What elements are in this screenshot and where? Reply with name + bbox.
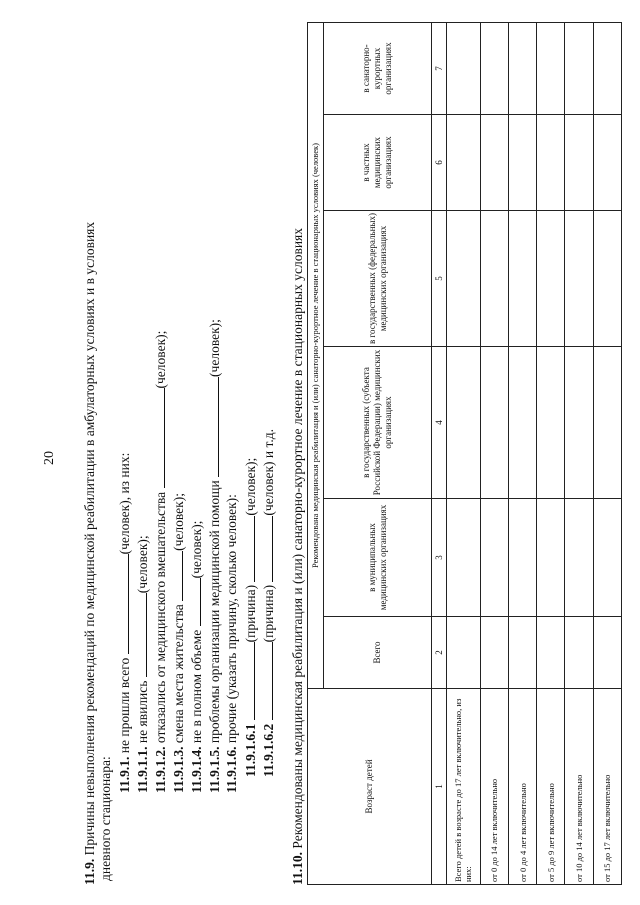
table-cell[interactable] (480, 617, 508, 689)
table-cell[interactable] (593, 115, 621, 211)
table-row (537, 23, 565, 885)
column-number: 3 (432, 499, 447, 617)
row-label: Всего детей в возрасте до 17 лет включительно, из них: (447, 689, 480, 885)
table-cell[interactable] (480, 499, 508, 617)
reason-line-2: 11.9.1.1. не явились (человек); (135, 535, 150, 793)
table-cell[interactable] (508, 211, 536, 347)
table-row (508, 23, 536, 885)
blank-field[interactable] (260, 516, 273, 582)
table-cell[interactable] (593, 211, 621, 347)
blank-field[interactable] (188, 578, 201, 626)
blank-field[interactable] (206, 377, 219, 477)
table-cell[interactable] (593, 617, 621, 689)
reason-line-7: 11.9.1.6. прочие (указать причину, сколько человек): (224, 494, 239, 793)
table-cell[interactable] (508, 23, 536, 115)
table-row (565, 23, 593, 885)
row-label: от 10 до 14 лет включительно (565, 689, 593, 885)
table-cell[interactable] (593, 499, 621, 617)
section-11-10-title: Рекомендованы медицинская реабилитация и (или) санаторно-курортное лечение в стационарных условиях (290, 227, 305, 849)
table-cell[interactable] (593, 23, 621, 115)
table-cell[interactable] (508, 347, 536, 499)
col-header-state-subject: в государственных (субъекта Российской Федерации) медицинских организациях (324, 347, 432, 499)
table-cell[interactable] (593, 347, 621, 499)
row-label: от 0 до 4 лет включительно (508, 689, 536, 885)
table-row (480, 23, 508, 885)
age-header: Возраст детей (308, 689, 432, 885)
row-label: от 0 до 14 лет включительно (480, 689, 508, 885)
blank-field[interactable] (242, 642, 255, 720)
table-cell[interactable] (480, 347, 508, 499)
col-header-state-federal: в государственных (федеральных) медицинских организациях (324, 211, 432, 347)
table-cell[interactable] (565, 23, 593, 115)
column-number: 1 (432, 689, 447, 885)
table-cell[interactable] (447, 211, 480, 347)
table-cell[interactable] (447, 115, 480, 211)
table-cell[interactable] (565, 115, 593, 211)
table-cell[interactable] (508, 499, 536, 617)
reason-line-3: 11.9.1.2. отказались от медицинского вмешательства (человек); (153, 330, 168, 793)
table-cell[interactable] (537, 23, 565, 115)
section-11-10-heading (290, 25, 306, 885)
section-11-10-number: 11.10. (290, 851, 305, 885)
blank-field[interactable] (170, 551, 183, 601)
column-number: 5 (432, 211, 447, 347)
section-11-9-heading (82, 25, 114, 885)
table-cell[interactable] (537, 211, 565, 347)
section-11-9-title: Причины невыполнения рекомендаций по медицинской реабилитации в амбулаторных условиях и в условиях (82, 221, 97, 856)
table-cell[interactable] (508, 617, 536, 689)
table-cell[interactable] (537, 115, 565, 211)
column-number: 7 (432, 23, 447, 115)
table-cell[interactable] (537, 499, 565, 617)
page-number: 20 (42, 451, 57, 465)
reason-line-8: 11.9.1.6.1 (причина) (человек); (243, 457, 258, 777)
table-cell[interactable] (565, 211, 593, 347)
table-cell[interactable] (480, 211, 508, 347)
reason-line-1: 11.9.1. не прошли всего (человек), из них: (117, 452, 132, 793)
blank-field[interactable] (134, 593, 147, 677)
section-11-9-number: 11.9. (82, 858, 97, 885)
rehab-table-container (307, 23, 622, 885)
column-number: 2 (432, 617, 447, 689)
blank-field[interactable] (116, 554, 129, 654)
table-row (593, 23, 621, 885)
table-cell[interactable] (447, 23, 480, 115)
table-cell[interactable] (447, 347, 480, 499)
rehab-table (307, 22, 622, 885)
row-label: от 5 до 9 лет включительно (537, 689, 565, 885)
col-header-total: Всего (324, 617, 432, 689)
table-cell[interactable] (565, 499, 593, 617)
section-11-9-title-cont: дневного стационара: (98, 756, 113, 881)
blank-field[interactable] (260, 642, 273, 720)
table-cell[interactable] (447, 499, 480, 617)
table-cell[interactable] (537, 617, 565, 689)
reason-line-4: 11.9.1.3. смена места жительства (человек); (171, 493, 186, 793)
col-header-municipal: в муниципальных медицинских организациях (324, 499, 432, 617)
table-cell[interactable] (537, 347, 565, 499)
column-number: 4 (432, 347, 447, 499)
table-cell[interactable] (480, 23, 508, 115)
super-header: Рекомендована медицинская реабилитация и (или) санаторно-курортное лечение в стационарных условиях (человек) (308, 23, 324, 689)
reason-line-6: 11.9.1.5. проблемы организации медицинской помощи (человек); (207, 319, 222, 793)
table-cell[interactable] (565, 617, 593, 689)
table-cell[interactable] (480, 115, 508, 211)
table-cell[interactable] (447, 617, 480, 689)
table-cell[interactable] (508, 115, 536, 211)
row-label: от 15 до 17 лет включительно (593, 689, 621, 885)
col-header-sanatorium: в санаторно-курортных организациях (324, 23, 432, 115)
reason-line-5: 11.9.1.4. не в полном объеме (человек); (189, 520, 204, 793)
column-number: 6 (432, 115, 447, 211)
reason-line-9: 11.9.1.6.2 (причина) (человек) и т.д. (261, 428, 276, 777)
blank-field[interactable] (242, 516, 255, 582)
col-header-private: в частных медицинских организациях (324, 115, 432, 211)
blank-field[interactable] (152, 388, 165, 488)
table-cell[interactable] (565, 347, 593, 499)
table-row (447, 23, 480, 885)
